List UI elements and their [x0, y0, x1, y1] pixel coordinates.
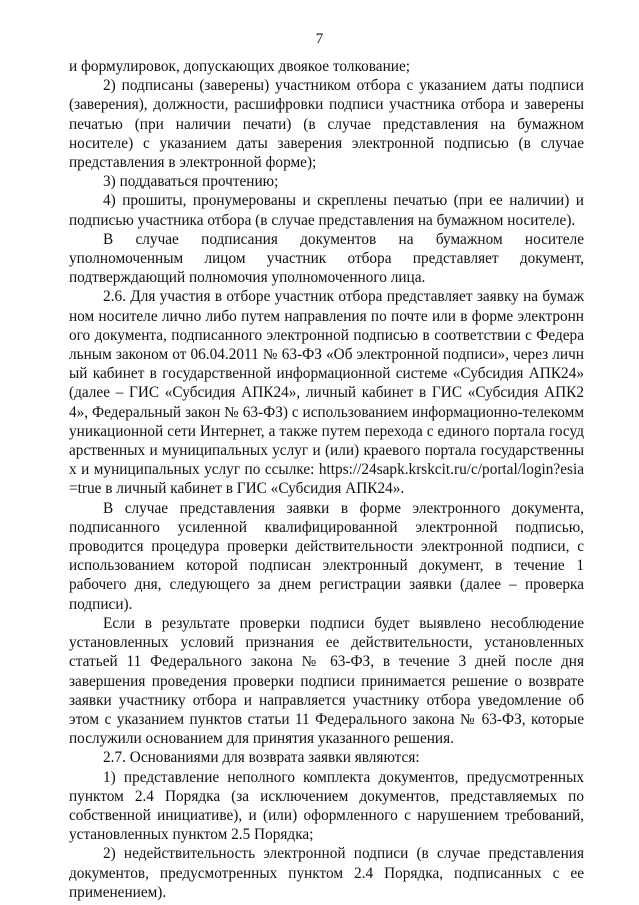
paragraph-reason-1: 1) представление неполного комплекта документов, предусмотренных пунктом 2.4 Порядка (за исключением документов, представляемых по собственной инициативе), и (или) оформленного с нарушением требований, установленных пунктом 2.5 Порядка;: [69, 768, 584, 844]
paragraph-item-2: 2) подписаны (заверены) участником отбора с указанием даты подписи (заверения), должности, расшифровки подписи участника отбора и заверены печатью (при наличии печати) (в случае представления на бумажном носителе) с указанием даты заверения электронной подписью (в случае представления в электронной форме);: [69, 77, 584, 172]
paragraph-reason-2: 2) недействительность электронной подписи (в случае представления документов, предусмотренных пунктом 2.4 Порядка, подписанных с ее применением).: [69, 845, 584, 901]
paragraph-2-6: 2.6. Для участия в отборе участник отбора представляет заявку на бумажном носителе лично либо путем направления по почте или в форме электронного документа, подписанного электронной подписью в соответствии с Федеральным законом от 06.04.2011 № 63-ФЗ «Об электронной подписи», через личный кабинет в государственной информационной системе «Субсидия АПК24» (далее – ГИС «Субсидия АПК24», личный кабинет в ГИС «Субсидия АПК24», Федеральный закон № 63-ФЗ) с использованием информационно-телекоммуникационной сети Интернет, а также путем перехода с единого портала государственных и муниципальных услуг и (или) краевого портала государственных и муниципальных услуг по ссылке: https://24sapk.krskcit.ru/c/portal/login?esia=true в личный кабинет в ГИС «Субсидия АПК24».: [69, 288, 584, 498]
paragraph-item-4: 4) прошиты, пронумерованы и скреплены печатью (при ее наличии) и подписью участника отбора (в случае представления на бумажном носителе).: [69, 192, 584, 229]
paragraph-continuation: и формулировок, допускающих двоякое толкование;: [69, 58, 411, 75]
paragraph-item-3: 3) поддаваться прочтению;: [103, 173, 279, 191]
document-body: [69, 57, 584, 902]
paragraph-2-7: 2.7. Основаниями для возврата заявки являются:: [103, 749, 420, 767]
paragraph-authorized-person: В случае подписания документов на бумажном носителе уполномоченным лицом участник отбора представляет документ, подтверждающий полномочия уполномоченного лица.: [69, 230, 584, 287]
paragraph-check-result: Если в результате проверки подписи будет выявлено несоблюдение установленных условий признания ее действительности, установленных статьей 11 Федерального закона № 63-ФЗ, в течение 3 дней после дня завершения проведения проверки подписи принимается решение о возврате заявки участнику отбора и направляется участнику отбора уведомление об этом с указанием пунктов статьи 11 Федерального закона № 63-ФЗ, которые послужили основанием для принятия указанного решения.: [69, 614, 584, 748]
page-number: 7: [315, 31, 324, 47]
paragraph-signature-check: В случае представления заявки в форме электронного документа, подписанного усиленной квалифицированной электронной подписью, проводится процедура проверки действительности электронной подписи, с использованием которой подписан электронный документ, в течение 1 рабочего дня, следующего за днем регистрации заявки (далее – проверка подписи).: [69, 499, 584, 613]
